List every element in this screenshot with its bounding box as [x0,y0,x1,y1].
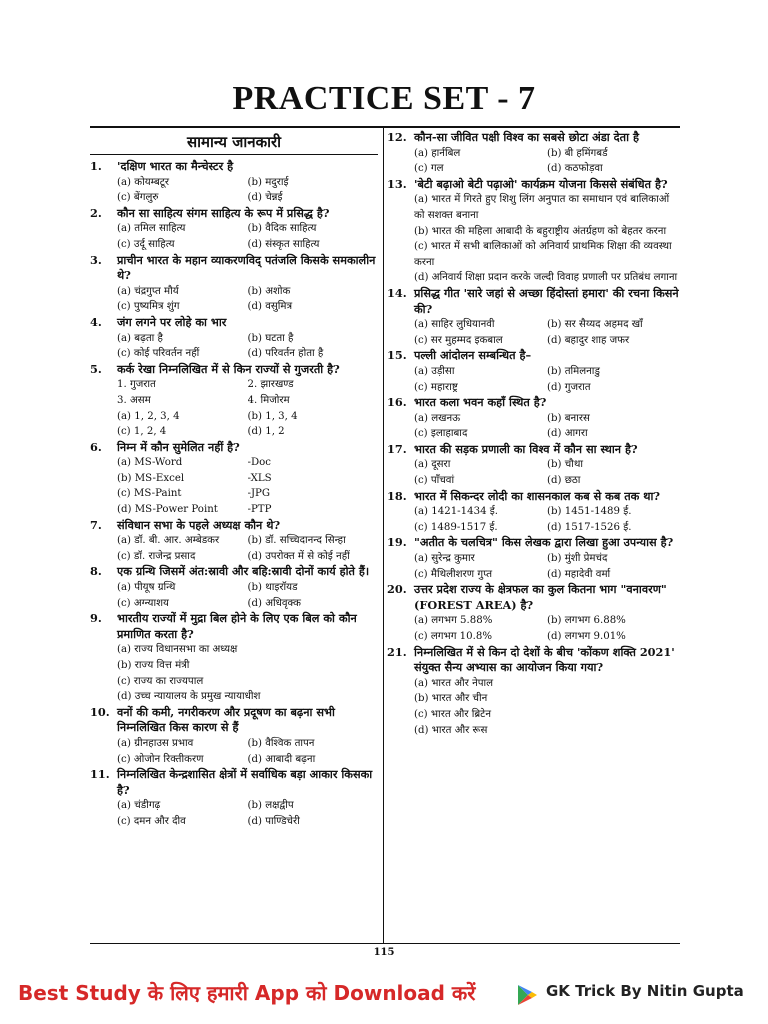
question-number: 1. [90,159,102,173]
answer-option: (d) भारत और रूस [414,724,488,736]
answer-option: (c) सर मुहम्मद इकबाल [414,334,503,346]
answer-option: (b) भारत की महिला आबादी के बहुराष्ट्रीय अंतर्ग्रहण को बेहतर करना [414,225,667,237]
answer-option: (b) लगभग 6.88% [547,615,626,627]
answer-option: (c) महाराष्ट्र [414,381,458,393]
question-item [90,440,378,518]
question-text: उत्तर प्रदेश राज्य के क्षेत्रफल का कुल कितना भाग "वनावरण" (FOREST AREA) है? [414,582,667,612]
page-title: PRACTICE SET - 7 [232,80,536,117]
answer-option: (a) ग्रीनहाउस प्रभाव [117,737,194,749]
question-number: 6. [90,439,102,454]
question-number: 15. [387,348,407,363]
option-list [90,175,378,206]
answer-option: (a) उड़ीसा [414,365,455,377]
answer-option: (c) मैथिलीशरण गुप्त [414,568,493,580]
answer-option: (c) 1, 2, 4 [117,426,167,438]
question-item [387,286,680,348]
answer-option: (a) भारत और नेपाल [414,677,494,689]
question-number: 11. [90,767,110,782]
option-list [387,364,680,395]
channel-name: GK Trick By Nitin Gupta [546,982,744,1000]
question-text: भारत में सिकन्दर लोदी का शासनकाल कब से कब तक था? [414,488,661,503]
answer-option: (b) 1, 3, 4 [247,410,298,422]
top-divider [90,126,680,128]
answer-option: (c) भारत और ब्रिटेन [414,708,491,720]
answer-option: (b) सर सैय्यद अहमद खाँ [547,319,643,331]
question-item [90,315,378,362]
answer-option: (d) उच्च न्यायालय के प्रमुख न्यायाधीश [117,691,261,703]
question-item [387,535,680,582]
option-list [90,798,378,829]
option-list [387,317,680,348]
question-item [387,177,680,286]
answer-option: (c) MS-Paint [117,488,182,500]
answer-option: (d) 1517-1526 ई. [547,521,632,533]
answer-option: (c) अग्न्याशय [117,597,169,609]
page-number: 115 [373,947,395,958]
answer-option: (c) पुष्यमित्र शुंग [117,301,180,313]
question-item [387,395,680,442]
question-text: जंग लगने पर लोहे का भार [117,314,227,329]
option-list [90,580,378,611]
answer-option: (a) 1421-1434 ई. [414,506,499,518]
question-text: भारत कला भवन कहाँ स्थित है? [414,395,547,410]
question-text: पल्ली आंदोलन सम्बन्धित है– [414,348,532,363]
question-text: 'बेटी बढ़ाओ बेटी पढ़ाओ' कार्यक्रम योजना किससे संबंधित है? [414,176,668,191]
answer-option: (b) थाइरॉयड [247,582,298,594]
answer-option: (d) संस्कृत साहित्य [247,238,320,250]
answer-option: (d) वसुमित्र [247,301,293,313]
answer-option: (d) आगरा [547,428,588,440]
answer-option: (c) डॉ. राजेन्द्र प्रसाद [117,550,196,562]
answer-option: (b) बनारस [547,412,590,424]
question-number: 2. [90,205,102,220]
question-text: प्रसिद्ध गीत 'सारे जहां से अच्छा हिंदोस्तां हमारा' की रचना किसने की? [414,285,679,316]
option-list [90,642,378,704]
question-text: भारतीय राज्यों में मुद्रा बिल होने के लिए एक बिल को कौन प्रमाणित करता है? [117,611,357,641]
promo-banner[interactable] [0,975,768,1015]
option-list [90,377,378,439]
answer-option: (d) चेन्नई [247,192,283,204]
answer-option: (d) कठफोड़वा [547,163,603,175]
answer-option: (d) गुजरात [547,381,591,393]
answer-option: (a) कोयम्बटूर [117,176,170,188]
answer-option: (b) मुंशी प्रेमचंद [547,553,608,565]
answer-option: (d) आबादी बढ़ना [247,753,316,765]
question-text: निम्नलिखित में से किन दो देशों के बीच 'कोंकण शक्ति 2021' संयुक्त सैन्य अभ्यास का आयोजन किया गया? [414,644,675,675]
play-store-icon [515,983,539,1007]
answer-option: (b) वैदिक साहित्य [247,223,317,235]
question-text: वनों की कमी, नगरीकरण और प्रदूषण का बढ़ना सभी निम्नलिखित किस कारण से हैं [117,704,335,735]
answer-option: (d) छठा [547,475,581,487]
option-list [387,146,680,177]
question-text: संविधान सभा के पहले अध्यक्ष कौन थे? [117,517,281,532]
question-text: भारत की सड़क प्रणाली का विश्व में कौन सा स्थान है? [414,441,638,456]
question-item [90,253,378,315]
question-number: 21. [387,644,407,659]
answer-option: (a) लखनऊ [414,412,461,424]
left-question-list [90,159,378,830]
option-list [387,504,680,535]
question-item [90,518,378,565]
question-item [90,206,378,253]
question-text: एक ग्रन्थि जिसमें अंत:स्रावी और बहि:स्रावी दोनों कार्य होते हैं। [117,564,370,579]
answer-option: (b) घटता है [247,332,294,344]
question-number: 4. [90,314,102,329]
option-list [387,613,680,644]
option-list [90,221,378,252]
answer-option: (d) उपरोक्त में से कोई नहीं [247,550,350,562]
question-text: निम्न में कौन सुमेलित नहीं है? [117,439,240,454]
question-number: 13. [387,176,407,191]
answer-option: (a) भारत में गिरते हुए शिशु लिंग अनुपात का समाधान एवं बालिकाओं को सशक्त बनाना [414,194,670,221]
answer-option: (a) 1, 2, 3, 4 [117,410,180,422]
banner-text: Best Study के लिए हमारी App को Download करें [18,981,476,1005]
answer-option: (a) चंडीगढ़ [117,800,161,812]
answer-option: 2. झारखण्ड [247,379,294,391]
question-text: "अतीत के चलचित्र" किस लेखक द्वारा लिखा हुआ उपन्यास है? [414,535,674,550]
answer-option: (b) डॉ. सच्चिदानन्द सिन्हा [247,535,346,547]
right-column [387,130,680,738]
question-number: 10. [90,704,110,719]
answer-option: (b) तमिलनाडु [547,365,600,377]
answer-option: (a) हार्नबिल [414,147,461,159]
answer-option: (c) कोई परिवर्तन नहीं [117,348,200,360]
column-divider [383,128,384,943]
question-text: कर्क रेखा निम्नलिखित में से किन राज्यों से गुजरती है? [117,361,340,376]
answer-option: (a) तमिल साहित्य [117,223,186,235]
option-list [90,533,378,564]
answer-option: (c) बेंगलुरु [117,192,159,204]
answer-option: (a) डॉ. बी. आर. अम्बेडकर [117,535,220,547]
question-number: 7. [90,517,102,532]
question-item [387,645,680,739]
answer-option: (d) MS-Power Point [117,504,218,516]
right-question-list [387,130,680,738]
answer-option: (d) लगभग 9.01% [547,631,626,642]
answer-option: (a) बढ़ता है [117,332,163,344]
question-text: निम्नलिखित केन्द्रशासित क्षेत्रों में सर्वाधिक बड़ा आकार किसका है? [117,767,373,797]
answer-option: (b) राज्य वित्त मंत्री [117,660,190,671]
option-list [387,551,680,582]
answer-option: (b) 1451-1489 ई. [547,506,632,518]
answer-option: (d) अनिवार्य शिक्षा प्रदान करके जल्दी विवाह प्रणाली पर प्रतिबंध लगाना [414,272,678,284]
question-item [387,582,680,644]
question-text: कौन सा साहित्य संगम साहित्य के रूप में प्रसिद्ध है? [117,205,330,220]
question-number: 3. [90,252,102,267]
answer-option: 4. मिजोरम [247,394,290,406]
answer-option: (a) साहिर लुधियानवी [414,319,495,331]
answer-option: -PTP [247,504,272,516]
answer-option: (d) 1, 2 [247,426,285,438]
question-number: 19. [387,535,407,550]
question-item [90,767,378,829]
option-list [90,455,378,517]
answer-option: (a) दूसरा [414,459,451,471]
option-list [90,331,378,362]
question-item [90,159,378,206]
answer-option: (a) MS-Word [117,457,183,469]
answer-option: (b) MS-Excel [117,472,185,484]
bottom-divider [90,943,680,944]
answer-option: -XLS [247,472,272,484]
answer-option: (c) ओजोन रिक्तीकरण [117,753,204,765]
answer-option: (d) अधिवृक्क [247,597,301,609]
answer-option: (d) परिवर्तन होता है [247,348,324,360]
option-list [387,457,680,488]
answer-option: (c) इलाहाबाद [414,428,468,440]
question-number: 14. [387,285,407,300]
question-number: 18. [387,488,407,503]
option-list [387,676,680,738]
answer-option: (c) राज्य का राज्यपाल [117,675,204,687]
question-item [90,362,378,440]
answer-option: (d) महादेवी वर्मा [547,568,611,580]
question-item [387,442,680,489]
answer-option: (b) वैश्विक तापन [247,737,315,749]
answer-option: (a) पीयूष ग्रन्थि [117,582,176,594]
question-item [387,130,680,177]
answer-option: (b) मदुराई [247,176,289,188]
answer-option: (d) पाण्डिचेरी [247,815,300,827]
answer-option: (a) चंद्रगुप्त मौर्य [117,285,179,297]
section-heading: सामान्य जानकारी [90,130,378,155]
answer-option: (c) गल [414,163,444,175]
answer-option: (a) सुरेन्द्र कुमार [414,553,475,565]
answer-option: 1. गुजरात [117,379,156,391]
answer-option: (d) बहादुर शाह जफर [547,334,630,346]
question-number: 17. [387,441,407,456]
question-number: 16. [387,395,407,410]
question-item [90,705,378,767]
left-column [90,130,378,830]
answer-option: (a) लगभग 5.88% [414,615,493,627]
question-number: 12. [387,130,407,144]
answer-option: 3. असम [117,394,151,406]
question-text: कौन-सा जीवित पक्षी विश्व का सबसे छोटा अंडा देता है [414,130,639,144]
answer-option: -Doc [247,457,271,469]
answer-option: (b) बी हमिंगबर्ड [547,147,608,159]
answer-option: (c) भारत में सभी बालिकाओं को अनिवार्य प्राथमिक शिक्षा की व्यवस्था करना [414,241,672,268]
answer-option: (c) लगभग 10.8% [414,631,493,642]
answer-option: (b) अशोक [247,285,291,297]
answer-option: (c) पाँचवां [414,475,455,487]
question-number: 8. [90,564,102,579]
answer-option: (c) 1489-1517 ई. [414,521,498,533]
option-list [90,736,378,767]
answer-option: (b) भारत और चीन [414,693,488,705]
question-number: 5. [90,361,102,376]
question-item [90,564,378,611]
question-text: प्राचीन भारत के महान व्याकरणविद् पतंजलि किसके समकालीन थे? [117,252,376,283]
option-list [387,411,680,442]
question-item [387,348,680,395]
question-number: 9. [90,611,102,626]
answer-option: (b) लक्षद्वीप [247,800,294,812]
answer-option: -JPG [247,488,271,500]
answer-option: (a) राज्य विधानसभा का अध्यक्ष [117,644,238,656]
question-item [387,489,680,536]
answer-option: (c) दमन और दीव [117,815,186,827]
question-item [90,611,378,705]
option-list [90,284,378,315]
option-list [387,192,680,286]
answer-option: (c) उर्दू साहित्य [117,238,175,250]
question-text: 'दक्षिण भारत का मैन्चेस्टर है [117,159,234,173]
question-number: 20. [387,582,407,597]
answer-option: (b) चौथा [547,459,583,471]
